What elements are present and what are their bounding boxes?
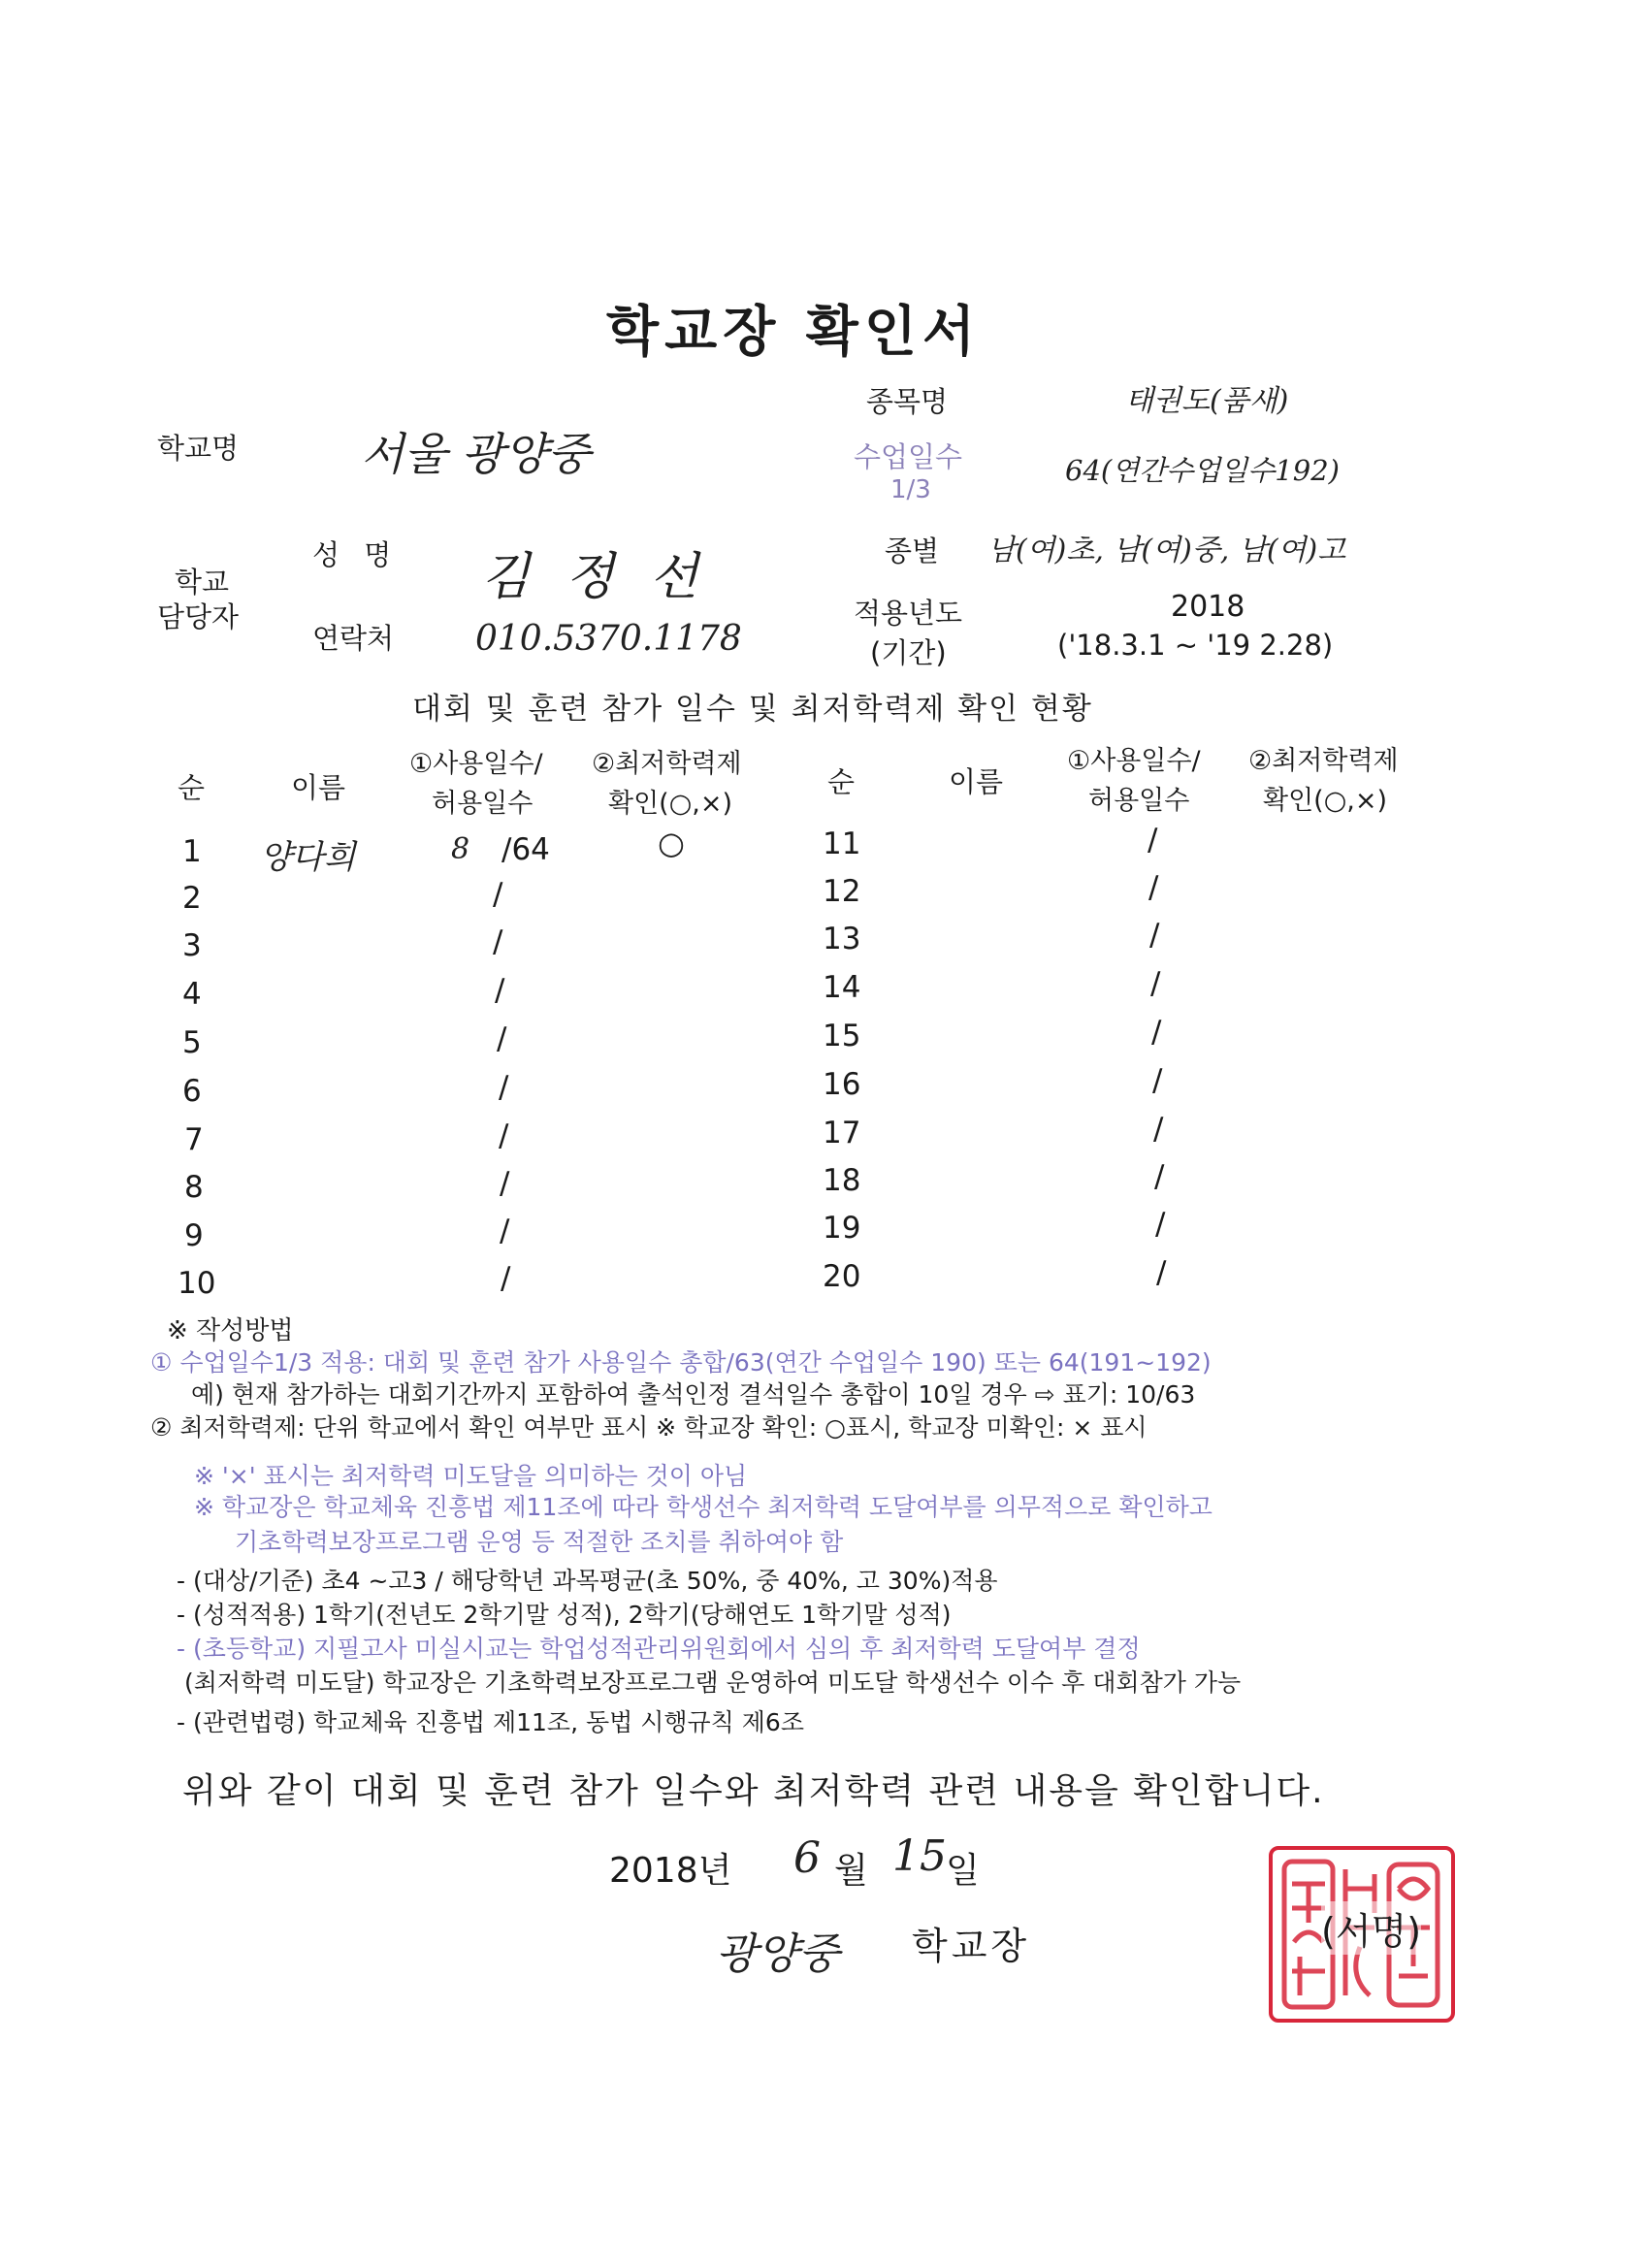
row-allowed-days: / [1156, 1255, 1167, 1290]
row-number: 19 [823, 1211, 861, 1246]
row-allowed-days: / [1148, 870, 1159, 905]
row-number: 6 [182, 1074, 202, 1109]
contact-value: 010.5370.1178 [475, 619, 742, 659]
row-allowed-days: / [500, 1214, 510, 1248]
col-header-check-right-2: 확인(○,×) [1263, 786, 1387, 816]
name-value: 김 정 선 [481, 548, 708, 606]
year-value: 2018 [1171, 590, 1245, 624]
row-number: 2 [182, 881, 202, 916]
note-item: 예) 현재 참가하는 대회기간까지 포함하여 출석인정 결석일수 총합이 10일 경우 ⇨ 표기: 10/63 [191, 1380, 1196, 1409]
row-number: 20 [823, 1259, 861, 1294]
notes-header: ※ 작성방법 [167, 1316, 294, 1345]
year-label: 적용년도 [854, 597, 963, 630]
row-number: 5 [182, 1025, 202, 1060]
col-header-check-left-1: ②최저학력제 [592, 749, 742, 779]
date-year: 2018년 [609, 1851, 732, 1891]
row-allowed-days: / [1151, 1015, 1162, 1050]
row-number: 11 [823, 826, 861, 861]
row-number: 14 [823, 970, 861, 1005]
contact-label: 연락처 [312, 622, 395, 655]
col-header-days-right-1: ①사용일수/ [1067, 746, 1201, 776]
row-number: 7 [184, 1122, 204, 1157]
col-header-no-left: 순 [178, 771, 206, 804]
date-day-unit: 일 [946, 1851, 980, 1891]
year-sub-label: (기간) [870, 636, 947, 669]
row-number: 3 [182, 928, 202, 963]
col-header-days-right-2: 허용일수 [1088, 786, 1190, 816]
note-item: ② 최저학력제: 단위 학교에서 확인 여부만 표시 ※ 학교장 확인: ○표시, 학교장 미확인: × 표시 [150, 1413, 1148, 1442]
date-month: 6 [793, 1833, 821, 1883]
principal-school-signature: 광양중 [716, 1929, 840, 1979]
name-label: 성 명 [312, 538, 400, 571]
col-header-no-right: 순 [827, 765, 856, 798]
event-value: 태권도(품새) [1125, 384, 1289, 418]
note-item: 기초학력보장프로그램 운영 등 적절한 조치를 취하여야 함 [235, 1528, 844, 1556]
col-header-check-right-1: ②최저학력제 [1248, 746, 1399, 776]
row-number: 13 [823, 922, 861, 956]
event-label: 종목명 [866, 385, 949, 418]
row-allowed-days: / [1148, 823, 1158, 858]
principal-label: 학교장 [912, 1925, 1031, 1967]
row-allowed-days: / [500, 1166, 510, 1201]
class-days-fraction: 1/3 [890, 475, 931, 504]
row-allowed-days: / [1155, 1207, 1166, 1242]
class-days-value: 64(연간수업일수192) [1065, 454, 1340, 487]
row-used-days: 8 [451, 832, 470, 866]
row-number: 15 [823, 1019, 861, 1053]
row-number: 10 [178, 1266, 216, 1301]
row-allowed-days: / [501, 1261, 511, 1296]
note-item: ① 수업일수1/3 적용: 대회 및 훈련 참가 사용일수 총합/63(연간 수업일수 190) 또는 64(191~192) [150, 1348, 1212, 1377]
col-header-name-right: 이름 [949, 765, 1004, 798]
row-allowed-days: / [499, 1070, 509, 1105]
gender-label: 종별 [885, 535, 940, 567]
row-allowed-days: / [493, 877, 503, 912]
row-number: 1 [182, 834, 202, 869]
note-item: - (관련법령) 학교체육 진흥법 제11조, 동법 시행규칙 제6조 [177, 1708, 804, 1736]
row-allowed-days: / [495, 973, 505, 1008]
row-number: 12 [823, 874, 861, 909]
col-header-days-left-1: ①사용일수/ [409, 749, 543, 779]
col-header-days-left-2: 허용일수 [432, 789, 534, 819]
school-value: 서울 광양중 [361, 428, 591, 480]
row-allowed-days: / [493, 924, 503, 959]
note-item: ※ 학교장은 학교체육 진흥법 제11조에 따라 학생선수 최저학력 도달여부를 의무적으로 확인하고 [194, 1493, 1212, 1521]
note-item: - (성적적용) 1학기(전년도 2학기말 성적), 2학기(당해연도 1학기말 성적) [177, 1601, 952, 1629]
row-number: 17 [823, 1116, 861, 1150]
row-allowed-days: / [1152, 1063, 1163, 1098]
manager-label-2: 담당자 [157, 600, 240, 633]
year-period: ('18.3.1 ~ '19 2.28) [1057, 629, 1334, 662]
school-label: 학교명 [157, 432, 240, 465]
row-number: 9 [184, 1218, 204, 1253]
date-month-unit: 월 [834, 1851, 868, 1891]
row-number: 8 [184, 1170, 204, 1205]
note-item: (최저학력 미도달) 학교장은 기초학력보장프로그램 운영하여 미도달 학생선수 이수 후 대회참가 가능 [184, 1669, 1242, 1697]
note-item: ※ '×' 표시는 최저학력 미도달을 의미하는 것이 아님 [194, 1462, 748, 1490]
row-allowed-days: / [497, 1021, 507, 1056]
row-number: 4 [182, 977, 202, 1012]
row-allowed-days: / [1150, 966, 1161, 1001]
row-number: 16 [823, 1067, 861, 1102]
row-allowed-days: / [1153, 1112, 1164, 1147]
row-allowed-days: /64 [501, 832, 550, 867]
note-item: - (대상/기준) 초4 ~고3 / 해당학년 과목평균(초 50%, 중 40%, 고 30%)적용 [177, 1567, 998, 1595]
confirmation-statement: 위와 같이 대회 및 훈련 참가 일수와 최저학력 관련 내용을 확인합니다. [182, 1771, 1325, 1811]
date-day: 15 [892, 1831, 947, 1881]
class-days-label: 수업일수 [854, 440, 963, 473]
manager-label-1: 학교 [175, 566, 230, 599]
document-title: 학교장 확인서 [606, 301, 982, 364]
col-header-name-left: 이름 [291, 771, 346, 804]
sign-label: (서명) [1321, 1901, 1421, 1955]
row-number: 18 [823, 1163, 861, 1198]
row-allowed-days: / [499, 1118, 509, 1153]
col-header-check-left-2: 확인(○,×) [608, 789, 732, 819]
table-subtitle: 대회 및 훈련 참가 일수 및 최저학력제 확인 현황 [412, 692, 1093, 727]
gender-value: 남(여)초, 남(여)중, 남(여)고 [987, 534, 1346, 567]
note-item: - (초등학교) 지필고사 미실시교는 학업성적관리위원회에서 심의 후 최저학력 도달여부 결정 [177, 1635, 1141, 1663]
row-allowed-days: / [1154, 1159, 1165, 1194]
row-name: 양다희 [260, 838, 356, 877]
row-allowed-days: / [1149, 918, 1160, 953]
row-check: ○ [658, 825, 685, 861]
